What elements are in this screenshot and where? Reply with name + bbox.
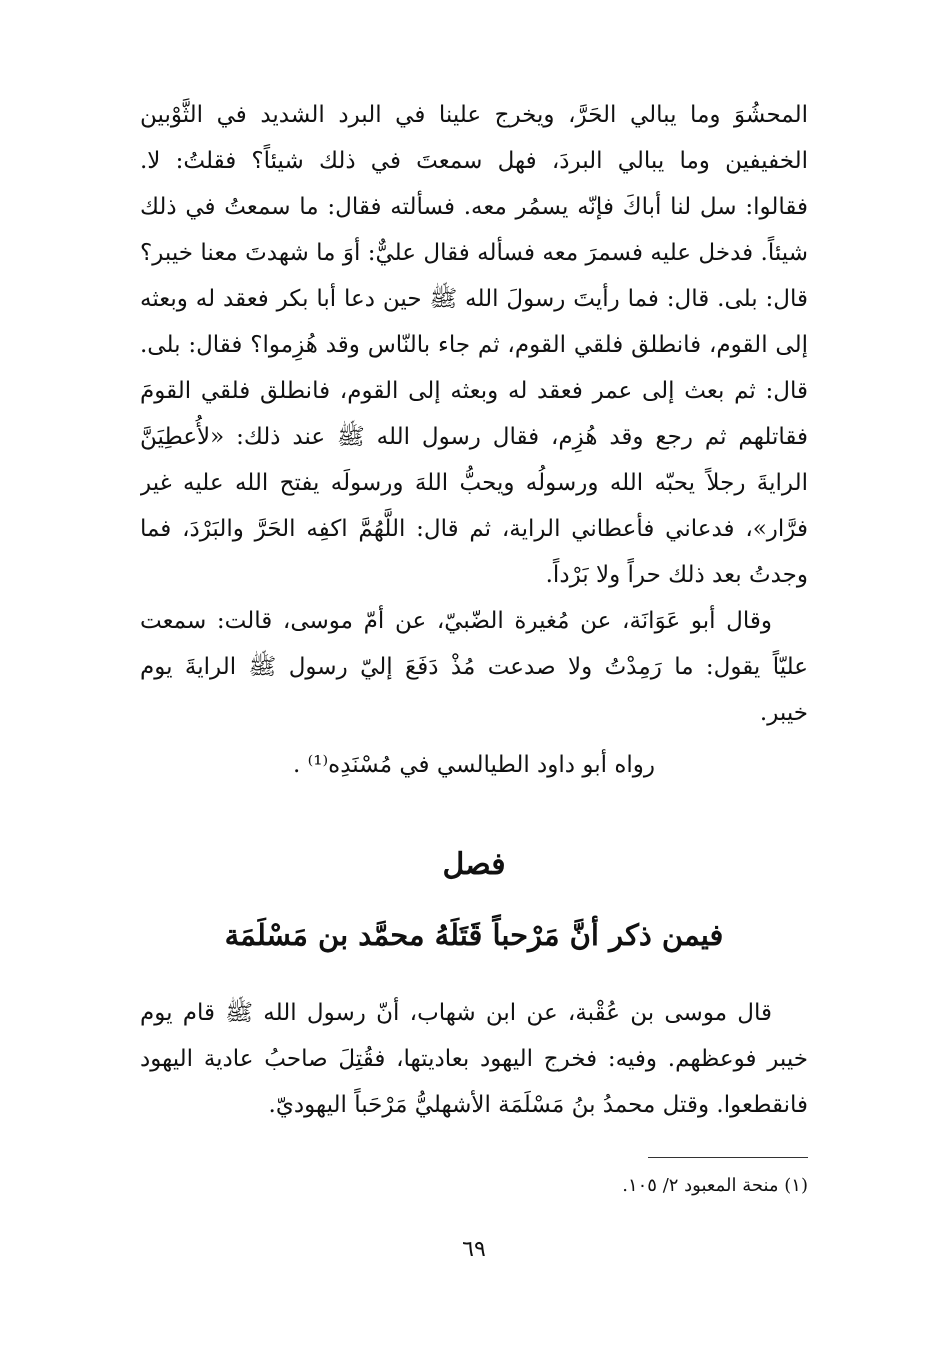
- text-line: الخفيفين وما يبالي البردَ، فهل سمعتَ في ذلك شيئاً؟ فقلتُ: لا.: [140, 148, 808, 174]
- text-line: خيبر.: [759, 700, 808, 726]
- text-line: المحشُوَ وما يبالي الحَرَّ، ويخرج علينا في البرد الشديد في الثَّوْبين: [140, 102, 808, 128]
- text-line: الرايةَ رجلاً يحبّه الله ورسولُه ويحبُّ اللهَ ورسولَه يفتح الله عليه غير: [140, 470, 808, 496]
- paragraph-2: [140, 598, 808, 736]
- hadith-source: رواه أبو داود الطيالسي في مُسْنَدِه⁽¹⁾ .: [292, 752, 655, 778]
- text-line: فقاتلهم ثم رجع وقد هُزِم، فقال رسول الله ﷺ عند ذلك: «لأُعطِيَنَّ: [140, 424, 808, 450]
- paragraph-1: [140, 92, 808, 598]
- text-line: شيئاً. فدخل عليه فسمرَ معه فسأله فقال عليٌّ: أوَ ما شهدتَ معنا خيبر؟: [140, 240, 808, 266]
- paragraph-3: [140, 990, 808, 1128]
- page-number: ٦٩: [462, 1237, 486, 1262]
- text-line: فانقطعوا. وقتل محمدُ بنُ مَسْلَمَة الأشهليُّ مَرْحَباً اليهوديّ.: [268, 1092, 808, 1118]
- text-line: فرَّار»، فدعاني فأعطاني الراية، ثم قال: اللَّهُمَّ اكفِه الحَرَّ والبَرْدَ، فما: [140, 516, 808, 542]
- text-line: وجدتُ بعد ذلك حراً ولا بَرْداً.: [545, 562, 808, 588]
- text-line: فقالوا: سل لنا أباكَ فإنّه يسمُر معه. فسألته فقال: ما سمعتُ في ذلك: [140, 194, 808, 220]
- text-line: قال: ثم بعث إلى عمر فعقد له وبعثه إلى القوم، فانطلق فلقي القومَ: [140, 378, 808, 404]
- footnote: (١) منحة المعبود ٢/ ١٠٥.: [622, 1175, 808, 1196]
- text-line: قال موسى بن عُقْبة، عن ابن شهاب، أنّ رسول الله ﷺ قام يوم: [140, 1000, 772, 1026]
- section-heading: فيمن ذكر أنَّ مَرْحباً قَتَلَهُ محمَّد بن مَسْلَمَة: [224, 918, 724, 952]
- text-line: إلى القوم، فانطلق فلقي القوم، ثم جاء بالنّاس وقد هُزِموا؟ فقال: بلى.: [140, 332, 808, 358]
- text-line: وقال أبو عَوَانَة، عن مُغيرة الضّبيّ، عن أمّ موسى، قالت: سمعت: [140, 608, 772, 634]
- text-line: خيبر فوعظهم. وفيه: فخرج اليهود بعاديتها، فقُتِلَ صاحبُ عادية اليهود: [140, 1046, 808, 1072]
- text-line: قال: بلى. قال: فما رأيتَ رسولَ الله ﷺ حين دعا أبا بكر فعقد له وبعثه: [140, 286, 808, 312]
- section-label: فصل: [442, 847, 506, 882]
- text-line: عليّاً يقول: ما رَمِدْتُ ولا صدعت مُذْ دَفَعَ إليّ رسول ﷺ الرايةَ يوم: [140, 654, 808, 680]
- footnote-divider: [648, 1157, 808, 1158]
